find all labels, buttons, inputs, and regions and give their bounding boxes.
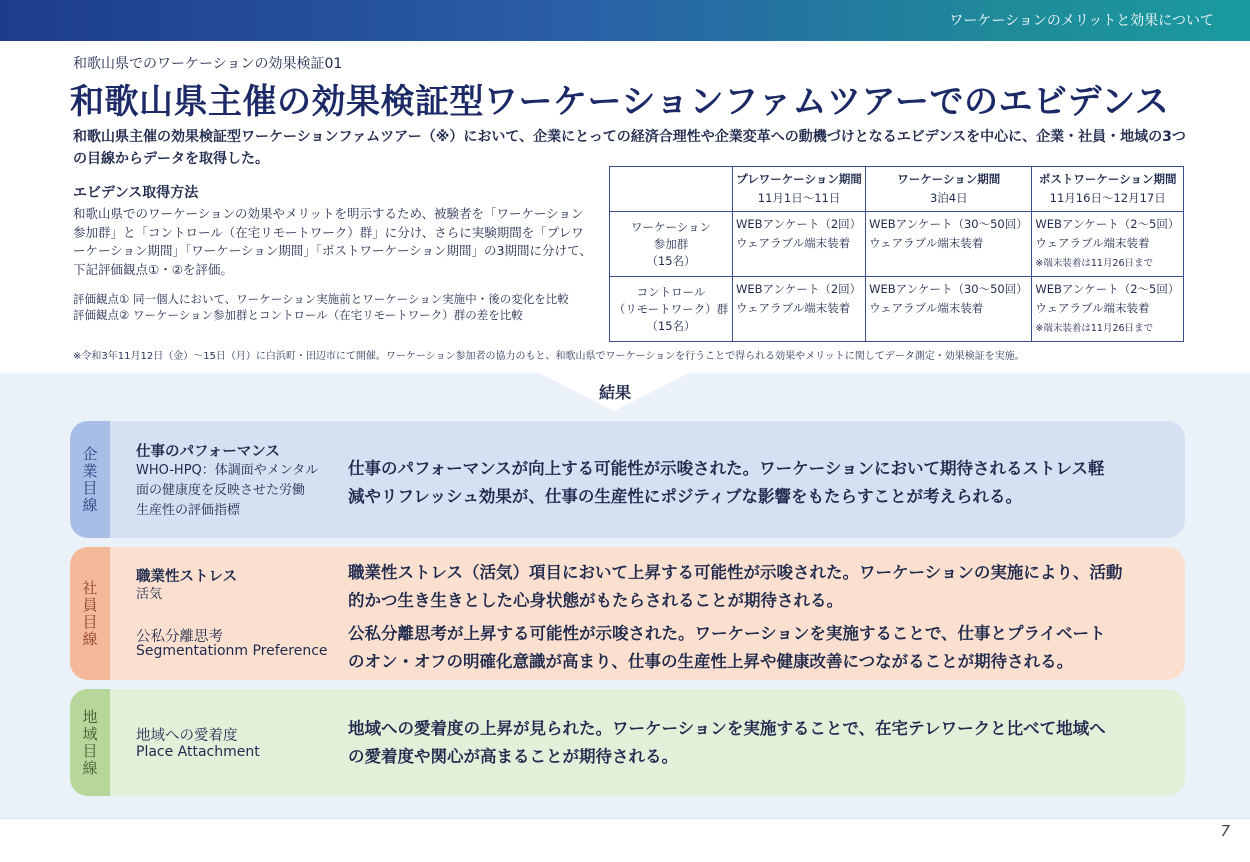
results-label: 結果	[598, 383, 631, 402]
table-cell: WEBアンケート（2回） ウェアラブル端末装着	[733, 212, 866, 277]
footer-divider	[0, 818, 1250, 819]
table-header: プレワーケーション期間 11月1日〜11日	[733, 167, 866, 212]
stress-sub: 活気	[136, 587, 163, 602]
table-cell: WEBアンケート（2〜5回） ウェアラブル端末装着 ※端末装着は11月26日まで	[1032, 212, 1184, 277]
region-panel	[70, 689, 1185, 796]
company-result: 仕事のパフォーマンスが向上する可能性が示唆された。ワーケーションにおいて期待されるストレス軽 減やリフレッシュ効果が、仕事の生産性にポジティブな影響をもたらすことが考えられる。	[348, 459, 1105, 506]
table-cell: WEBアンケート（2回） ウェアラブル端末装着	[733, 277, 866, 342]
table-cell: WEBアンケート（30〜50回） ウェアラブル端末装着	[866, 277, 1032, 342]
viewpoint-1: 評価観点① 同一個人において、ワーケーション実施前とワーケーション実施中・後の変化を比較	[73, 292, 569, 306]
table-header-row	[610, 167, 1184, 212]
company-tag: 企業目線	[70, 421, 110, 538]
row-header: ワーケーション 参加群 （15名）	[610, 212, 733, 277]
method-heading: エビデンス取得方法	[73, 185, 199, 201]
study-design-table	[609, 166, 1184, 342]
table-cell: WEBアンケート（30〜50回） ウェアラブル端末装着	[866, 212, 1032, 277]
stress-heading: 職業性ストレス	[136, 569, 238, 585]
page-subtitle: 和歌山県でのワーケーションの効果検証01	[73, 56, 343, 72]
company-panel	[70, 421, 1185, 538]
region-tag: 地域目線	[70, 689, 110, 796]
segmentation-result: 公私分離思考が上昇する可能性が示唆された。ワーケーションを実施することで、仕事とプライベート のオン・オフの明確化意識が高まり、仕事の生産性上昇や健康改善につながることが期待される。	[348, 624, 1106, 671]
segmentation-heading: 公私分離思考	[136, 629, 223, 645]
employee-panel	[70, 547, 1185, 680]
viewpoint-2: 評価観点② ワーケーション参加群とコントロール（在宅リモートワーク）群の差を比較	[73, 308, 523, 322]
attachment-heading: 地域への愛着度	[136, 728, 238, 744]
attachment-sub: Place Attachment	[136, 744, 260, 760]
stress-result: 職業性ストレス（活気）項目において上昇する可能性が示唆された。ワーケーションの実施により、活動 的かつ生き生きとした心身状態がもたらされることが期待される。	[348, 563, 1123, 610]
page-number: 7	[1220, 822, 1230, 840]
employee-tag: 社員目線	[70, 547, 110, 680]
page-title: 和歌山県主催の効果検証型ワーケーションファムツアーでのエビデンス	[70, 82, 1170, 122]
attachment-result: 地域への愛着度の上昇が見られた。ワーケーションを実施することで、在宅テレワークと比べて地域へ の愛着度や関心が高まることが期待される。	[348, 719, 1106, 766]
table-corner	[610, 167, 733, 212]
segmentation-sub: Segmentationm Preference	[136, 643, 328, 659]
table-row	[610, 277, 1184, 342]
table-cell: WEBアンケート（2〜5回） ウェアラブル端末装着 ※端末装着は11月26日まで	[1032, 277, 1184, 342]
table-header: ワーケーション期間 3泊4日	[866, 167, 1032, 212]
method-body: 和歌山県でのワーケーションの効果やメリットを明示するため、被験者を「ワーケーション参加群」と「コントロール（在宅リモートワーク）群」に分け、さらに実験期間を「プレワーケーション期間」「ワーケーション期間」「ポストワーケーション期間」の3期間に分けて、下記評価観点①・②を評価。	[73, 206, 592, 277]
footnote: ※令和3年11月12日（金）〜15日（月）に白浜町・田辺市にて開催。ワーケーション参加者の協力のもと、和歌山県でワーケーションを行うことで得られる効果やメリットに関してデータ測定・効果検証を実施。	[73, 351, 1025, 362]
intro-text: 和歌山県主催の効果検証型ワーケーションファムツアー（※）において、企業にとっての経済合理性や企業変革への動機づけとなるエビデンスを中心に、企業・社員・地域の3つの目線からデータを取得した。	[73, 129, 1186, 167]
header-bar	[0, 0, 1250, 41]
company-metric-desc: WHO-HPQ：体調面やメンタル 面の健康度を反映させた労働 生産性の評価指標	[136, 463, 319, 518]
viewpoints	[73, 291, 603, 323]
section-title: ワーケーションのメリットと効果について	[949, 13, 1214, 29]
row-header: コントロール （リモートワーク）群 （15名）	[610, 277, 733, 342]
table-header: ポストワーケーション期間 11月16日〜12月17日	[1032, 167, 1184, 212]
company-metric-heading: 仕事のパフォーマンス	[136, 444, 280, 460]
table-row	[610, 212, 1184, 277]
